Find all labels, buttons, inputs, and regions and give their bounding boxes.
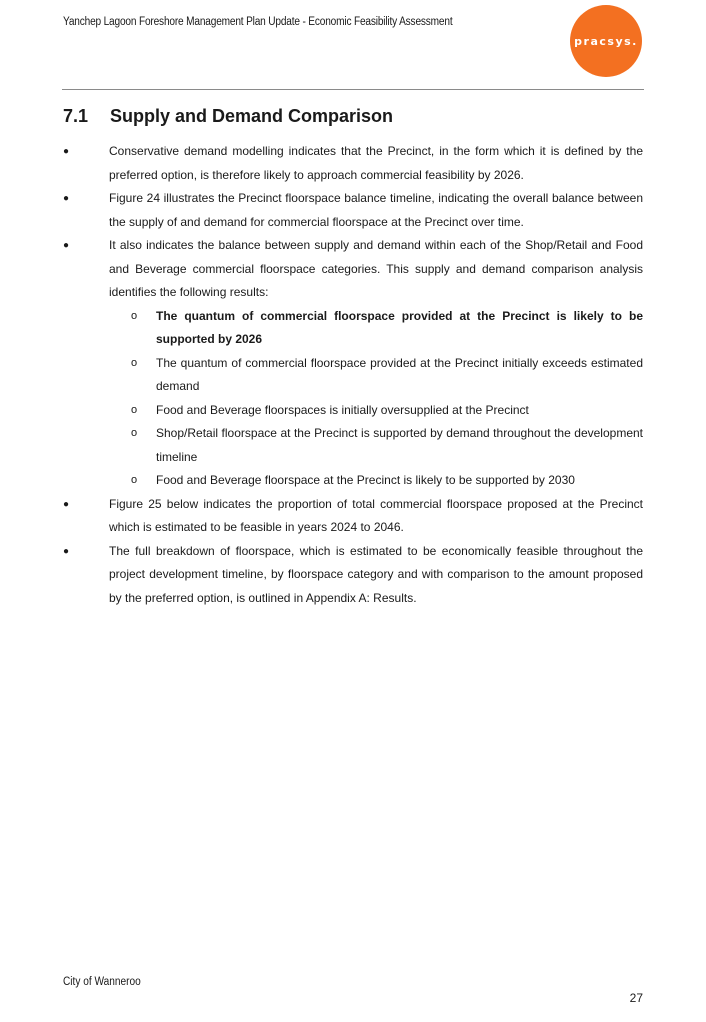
- bullet-text: Conservative demand modelling indicates that the Precinct, in the form which it is defined by the preferred option, is therefore likely to approach commercial feasibility by 2026.: [109, 144, 643, 182]
- sub-bullet-item: [63, 399, 643, 423]
- bullet-mark: ●: [63, 240, 70, 251]
- sub-bullet-mark: o: [131, 427, 138, 439]
- section-heading: [63, 106, 393, 127]
- sub-bullet-item: [63, 469, 643, 493]
- sub-bullet-item: [63, 422, 643, 469]
- section-number: 7.1: [63, 106, 89, 126]
- sub-bullet-mark: o: [131, 403, 138, 416]
- bullet-mark: ●: [63, 193, 70, 204]
- sub-bullet-item: [63, 352, 643, 399]
- sub-bullet-text: The quantum of commercial floorspace provided at the Precinct is likely to be supported by 2026: [156, 308, 643, 346]
- sub-bullet-item: [63, 305, 643, 352]
- bullet-text: Figure 25 below indicates the proportion of total commercial floorspace proposed at the Precinct which is estimated to be feasible in years 2024 to 2046.: [109, 496, 643, 534]
- section-title: Supply and Demand Comparison: [110, 106, 394, 126]
- bullet-text: The full breakdown of floorspace, which is estimated to be economically feasible throughout the project development timeline, by floorspace category and with comparison to the amount proposed by the preferred option, is outlined in Appendix A: Results.: [109, 543, 643, 605]
- section-body: [63, 140, 643, 610]
- logo-text: pracsys.: [574, 34, 638, 48]
- bullet-item: [63, 493, 643, 540]
- sub-bullet-text: Food and Beverage floorspaces is initially oversupplied at the Precinct: [156, 402, 529, 417]
- footer-organization: City of Wanneroo: [63, 976, 141, 988]
- bullet-mark: ●: [63, 498, 70, 510]
- page-number: 27: [629, 991, 643, 1005]
- document-header-title: Yanchep Lagoon Foreshore Management Plan Update - Economic Feasibility Assessment: [63, 16, 453, 28]
- bullet-item: [63, 187, 643, 234]
- bullet-mark: ●: [63, 146, 70, 157]
- header-divider: [62, 89, 644, 90]
- bullet-text: Figure 24 illustrates the Precinct floorspace balance timeline, indicating the overall balance between the supply of and demand for commercial floorspace at the Precinct over time.: [109, 191, 643, 229]
- bullet-mark: ●: [63, 545, 70, 557]
- bullet-item: [63, 234, 643, 305]
- sub-bullet-mark: o: [131, 474, 138, 486]
- sub-bullet-mark: o: [131, 356, 138, 369]
- sub-bullet-text: The quantum of commercial floorspace provided at the Precinct initially exceeds estimated demand: [156, 355, 643, 393]
- sub-bullet-text: Food and Beverage floorspace at the Precinct is likely to be supported by 2030: [156, 473, 575, 487]
- pracsys-logo: [570, 5, 642, 77]
- bullet-item: [63, 540, 643, 611]
- sub-bullet-mark: o: [131, 309, 138, 322]
- bullet-text: It also indicates the balance between supply and demand within each of the Shop/Retail and Food and Beverage commercial floorspace categories. This supply and demand comparison analysis identifies the following results:: [109, 238, 643, 299]
- bullet-item: [63, 140, 643, 187]
- sub-bullet-text: Shop/Retail floorspace at the Precinct is supported by demand throughout the development timeline: [156, 426, 643, 464]
